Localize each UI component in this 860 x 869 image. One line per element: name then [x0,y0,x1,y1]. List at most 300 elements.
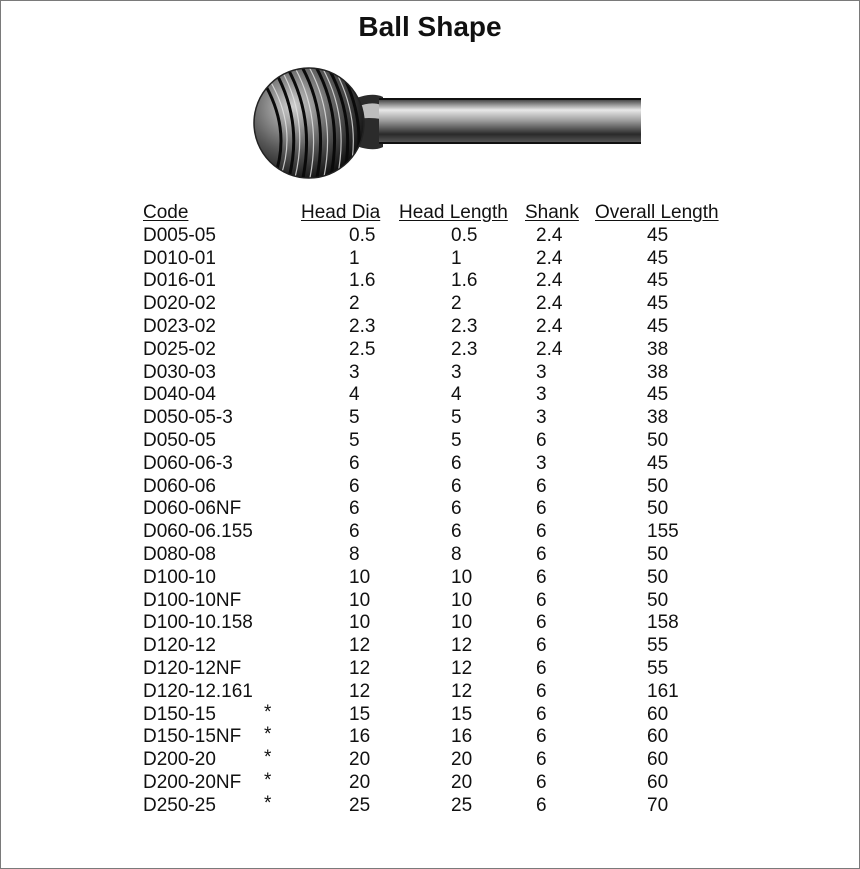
cell-shank [525,430,595,453]
cell-overall-length-text: 45 [647,247,669,269]
cell-head-length [399,407,525,430]
cell-overall-length [595,772,740,795]
cell-shank [525,384,595,407]
cell-head-dia-text: 10 [349,612,371,634]
cell-head-length [399,430,525,453]
cell-code-text: D040-04 [143,384,216,406]
cell-head-length [399,521,525,544]
table-row [143,476,740,499]
cell-shank-text: 3 [536,407,547,429]
cell-head-dia-text: 2.5 [349,338,376,360]
cell-head-dia [301,248,399,271]
cell-head-dia [301,430,399,453]
cell-shank-text: 6 [536,498,547,520]
table-row [143,521,740,544]
cell-code-text: D060-06.155 [143,521,253,543]
cell-head-dia [301,316,399,339]
cell-code [143,658,301,681]
cell-head-dia-text: 4 [349,384,360,406]
cell-overall-length [595,293,740,316]
cell-overall-length [595,795,740,818]
cell-shank-text: 6 [536,680,547,702]
cell-code-text: D010-01 [143,247,216,269]
cell-shank-text: 6 [536,543,547,565]
cell-head-dia [301,681,399,704]
cell-overall-length-text: 45 [647,224,669,246]
table-row [143,453,740,476]
cell-overall-length [595,498,740,521]
cell-head-dia [301,362,399,385]
cell-head-dia-text: 6 [349,475,360,497]
cell-shank [525,270,595,293]
asterisk-mark: * [264,769,272,791]
cell-overall-length-text: 158 [647,612,679,634]
cell-head-dia-text: 12 [349,657,371,679]
cell-head-length-text: 3 [451,361,462,383]
cell-head-length-text: 10 [451,589,473,611]
cell-overall-length-text: 55 [647,657,669,679]
cell-overall-length [595,384,740,407]
cell-code-text: D200-20 [143,749,216,771]
cell-head-length [399,544,525,567]
cell-shank-text: 6 [536,635,547,657]
cell-code [143,635,301,658]
cell-code-text: D250-25 [143,794,216,816]
cell-head-dia-text: 10 [349,589,371,611]
asterisk-mark: * [264,701,272,723]
cell-overall-length [595,681,740,704]
cell-head-dia [301,225,399,248]
cell-head-length [399,453,525,476]
cell-shank [525,293,595,316]
cell-code-text: D100-10NF [143,589,242,611]
cell-code-text: D060-06NF [143,498,242,520]
cell-head-length [399,270,525,293]
cell-code-text: D150-15 [143,703,216,725]
cell-code [143,339,301,362]
cell-head-dia [301,544,399,567]
table-row [143,362,740,385]
cell-head-dia [301,270,399,293]
cell-shank-text: 6 [536,726,547,748]
cell-head-length-text: 6 [451,521,462,543]
cell-overall-length [595,453,740,476]
cell-overall-length-text: 155 [647,521,679,543]
cell-head-dia-text: 12 [349,680,371,702]
table-row [143,225,740,248]
cell-head-dia-text: 1.6 [349,270,376,292]
cell-head-length-text: 1.6 [451,270,478,292]
cell-overall-length [595,726,740,749]
cell-head-length-text: 25 [451,794,473,816]
cell-code-text: D200-20NF [143,771,242,793]
cell-shank [525,476,595,499]
cell-shank-text: 3 [536,384,547,406]
cell-shank [525,635,595,658]
cell-shank-text: 6 [536,703,547,725]
cell-code [143,567,301,590]
cell-head-dia-text: 6 [349,498,360,520]
page-title: Ball Shape [358,11,502,42]
cell-head-dia [301,476,399,499]
cell-shank [525,225,595,248]
cell-shank-text: 6 [536,566,547,588]
cell-code [143,681,301,704]
cell-shank [525,795,595,818]
specs-table [143,202,740,818]
cell-head-dia-text: 20 [349,749,371,771]
cell-overall-length [595,521,740,544]
cell-head-dia [301,498,399,521]
cell-code [143,749,301,772]
cell-head-length-text: 6 [451,452,462,474]
cell-head-dia [301,772,399,795]
cell-shank [525,521,595,544]
cell-head-dia [301,704,399,727]
column-header-head-dia: Head Dia [301,202,381,223]
cell-shank [525,726,595,749]
cell-shank-text: 2.4 [536,315,563,337]
cell-head-dia-text: 25 [349,794,371,816]
cell-code [143,521,301,544]
cell-shank-text: 6 [536,589,547,611]
table-row [143,681,740,704]
cell-overall-length-text: 70 [647,794,669,816]
cell-overall-length [595,316,740,339]
cell-head-length [399,749,525,772]
cell-head-dia-text: 2 [349,293,360,315]
ball-shape-burr-icon [253,61,645,189]
cell-code-text: D150-15NF [143,726,242,748]
column-header-overall-length: Overall Length [595,202,719,223]
cell-head-dia [301,384,399,407]
cell-shank [525,658,595,681]
table-row [143,270,740,293]
cell-head-length-text: 5 [451,429,462,451]
cell-head-dia [301,407,399,430]
cell-overall-length-text: 60 [647,771,669,793]
column-header-head-length: Head Length [399,202,508,223]
cell-overall-length-text: 60 [647,703,669,725]
cell-head-length [399,248,525,271]
cell-code [143,792,301,818]
cell-code [143,270,301,293]
table-header-row [143,202,740,225]
cell-head-dia [301,567,399,590]
cell-code-text: D020-02 [143,293,216,315]
cell-code-text: D005-05 [143,224,216,246]
cell-overall-length-text: 38 [647,407,669,429]
cell-overall-length-text: 50 [647,589,669,611]
cell-overall-length-text: 45 [647,270,669,292]
cell-shank [525,362,595,385]
cell-head-dia-text: 6 [349,521,360,543]
cell-shank [525,407,595,430]
cell-shank [525,248,595,271]
cell-head-length [399,772,525,795]
table-row [143,590,740,613]
cell-head-dia-text: 10 [349,566,371,588]
cell-overall-length [595,567,740,590]
table-row [143,293,740,316]
cell-overall-length-text: 60 [647,726,669,748]
cell-head-dia-text: 15 [349,703,371,725]
cell-head-length-text: 20 [451,771,473,793]
cell-head-length-text: 4 [451,384,462,406]
cell-code [143,384,301,407]
cell-overall-length [595,362,740,385]
cell-code [143,293,301,316]
cell-code-text: D120-12NF [143,657,242,679]
cell-head-length [399,704,525,727]
cell-head-dia [301,293,399,316]
cell-code-text: D025-02 [143,338,216,360]
table-row [143,567,740,590]
cell-shank-text: 2.4 [536,270,563,292]
cell-code [143,316,301,339]
cell-overall-length [595,225,740,248]
cell-shank [525,612,595,635]
cell-code-text: D060-06 [143,475,216,497]
table-row [143,772,740,795]
cell-head-length-text: 5 [451,407,462,429]
table-row [143,248,740,271]
cell-head-dia [301,590,399,613]
cell-code [143,701,301,727]
cell-head-length [399,339,525,362]
cell-shank [525,316,595,339]
table-row [143,430,740,453]
cell-head-length-text: 1 [451,247,462,269]
cell-head-length-text: 10 [451,566,473,588]
table-row [143,544,740,567]
cell-code [143,225,301,248]
cell-overall-length [595,248,740,271]
cell-code-text: D080-08 [143,543,216,565]
cell-code-text: D050-05 [143,429,216,451]
cell-overall-length-text: 50 [647,543,669,565]
cell-overall-length [595,749,740,772]
cell-head-length [399,362,525,385]
cell-head-length-text: 12 [451,680,473,702]
cell-head-length [399,384,525,407]
cell-head-length [399,658,525,681]
cell-code-text: D120-12.161 [143,680,253,702]
cell-overall-length-text: 60 [647,749,669,771]
cell-shank [525,704,595,727]
cell-overall-length-text: 38 [647,338,669,360]
cell-shank-text: 6 [536,657,547,679]
asterisk-mark: * [264,747,272,769]
cell-code [143,726,301,749]
cell-head-dia-text: 20 [349,771,371,793]
cell-overall-length [595,612,740,635]
cell-overall-length [595,339,740,362]
cell-shank [525,590,595,613]
cell-head-length [399,225,525,248]
cell-shank [525,498,595,521]
cell-overall-length [595,407,740,430]
cell-head-dia [301,339,399,362]
cell-head-length-text: 6 [451,498,462,520]
cell-overall-length [595,544,740,567]
cell-shank-text: 2.4 [536,293,563,315]
cell-head-dia [301,453,399,476]
cell-head-dia [301,749,399,772]
cell-head-length [399,612,525,635]
cell-overall-length [595,635,740,658]
cell-head-dia-text: 0.5 [349,224,376,246]
cell-overall-length-text: 50 [647,498,669,520]
table-row [143,316,740,339]
cell-code [143,453,301,476]
cell-overall-length [595,704,740,727]
cell-head-length-text: 20 [451,749,473,771]
table-row [143,635,740,658]
cell-head-length-text: 12 [451,635,473,657]
cell-head-length-text: 8 [451,543,462,565]
cell-shank-text: 6 [536,521,547,543]
cell-code [143,612,301,635]
cell-code [143,498,301,521]
cell-head-length [399,795,525,818]
cell-overall-length-text: 45 [647,384,669,406]
cell-head-dia-text: 5 [349,407,360,429]
cell-head-length-text: 15 [451,703,473,725]
cell-shank-text: 6 [536,749,547,771]
cell-shank [525,772,595,795]
cell-shank-text: 2.4 [536,224,563,246]
table-row [143,339,740,362]
table-row [143,704,740,727]
table-row [143,749,740,772]
cell-overall-length [595,430,740,453]
cell-overall-length [595,590,740,613]
cell-code [143,362,301,385]
cell-head-length [399,498,525,521]
cell-head-length-text: 2 [451,293,462,315]
cell-head-length-text: 2.3 [451,338,478,360]
cell-head-dia [301,658,399,681]
cell-code [143,544,301,567]
cell-head-length [399,681,525,704]
cell-head-dia-text: 5 [349,429,360,451]
cell-head-length-text: 0.5 [451,224,478,246]
cell-overall-length [595,476,740,499]
cell-shank [525,544,595,567]
cell-head-length [399,567,525,590]
cell-code [143,476,301,499]
cell-head-length [399,293,525,316]
cell-shank-text: 3 [536,361,547,383]
cell-head-length-text: 2.3 [451,315,478,337]
table-row [143,612,740,635]
cell-overall-length [595,658,740,681]
table-row [143,658,740,681]
cell-shank-text: 2.4 [536,247,563,269]
cell-head-dia-text: 16 [349,726,371,748]
cell-code [143,430,301,453]
cell-code-text: D023-02 [143,315,216,337]
cell-code-text: D016-01 [143,270,216,292]
column-header-shank: Shank [525,202,579,223]
table-row [143,726,740,749]
cell-shank-text: 6 [536,612,547,634]
cell-code [143,407,301,430]
table-row [143,795,740,818]
column-header-code: Code [143,202,189,223]
cell-overall-length-text: 50 [647,429,669,451]
cell-overall-length-text: 38 [647,361,669,383]
cell-head-length [399,635,525,658]
cell-head-dia [301,795,399,818]
cell-head-dia [301,521,399,544]
cell-head-length [399,476,525,499]
cell-shank-text: 6 [536,771,547,793]
cell-overall-length-text: 50 [647,566,669,588]
cell-head-length-text: 10 [451,612,473,634]
cell-code-text: D120-12 [143,635,216,657]
cell-head-dia-text: 6 [349,452,360,474]
cell-head-length [399,590,525,613]
table-row [143,498,740,521]
cell-overall-length-text: 45 [647,293,669,315]
cell-code-text: D100-10.158 [143,612,253,634]
table-row [143,407,740,430]
cell-head-dia-text: 1 [349,247,360,269]
cell-code [143,590,301,613]
cell-head-dia [301,726,399,749]
cell-shank-text: 6 [536,794,547,816]
cell-code [143,769,301,795]
cell-head-dia [301,635,399,658]
cell-head-length-text: 6 [451,475,462,497]
cell-head-length [399,316,525,339]
cell-code-text: D050-05-3 [143,407,233,429]
cell-head-dia-text: 3 [349,361,360,383]
cell-overall-length-text: 50 [647,475,669,497]
cell-shank [525,453,595,476]
cell-head-length-text: 16 [451,726,473,748]
cell-code-text: D100-10 [143,566,216,588]
cell-shank-text: 3 [536,452,547,474]
cell-shank-text: 6 [536,429,547,451]
cell-shank [525,567,595,590]
cell-head-length-text: 12 [451,657,473,679]
cell-overall-length-text: 45 [647,315,669,337]
asterisk-mark: * [264,792,272,814]
cell-shank-text: 6 [536,475,547,497]
cell-shank [525,681,595,704]
cell-head-dia-text: 8 [349,543,360,565]
cell-shank [525,749,595,772]
cell-overall-length-text: 161 [647,680,679,702]
table-row [143,384,740,407]
cell-head-dia-text: 12 [349,635,371,657]
cell-code-text: D060-06-3 [143,452,233,474]
asterisk-mark: * [264,724,272,746]
cell-code-text: D030-03 [143,361,216,383]
cell-shank-text: 2.4 [536,338,563,360]
cell-head-dia-text: 2.3 [349,315,376,337]
cell-overall-length [595,270,740,293]
cell-code [143,248,301,271]
cell-overall-length-text: 55 [647,635,669,657]
cell-head-length [399,726,525,749]
cell-shank [525,339,595,362]
cell-overall-length-text: 45 [647,452,669,474]
cell-head-dia [301,612,399,635]
